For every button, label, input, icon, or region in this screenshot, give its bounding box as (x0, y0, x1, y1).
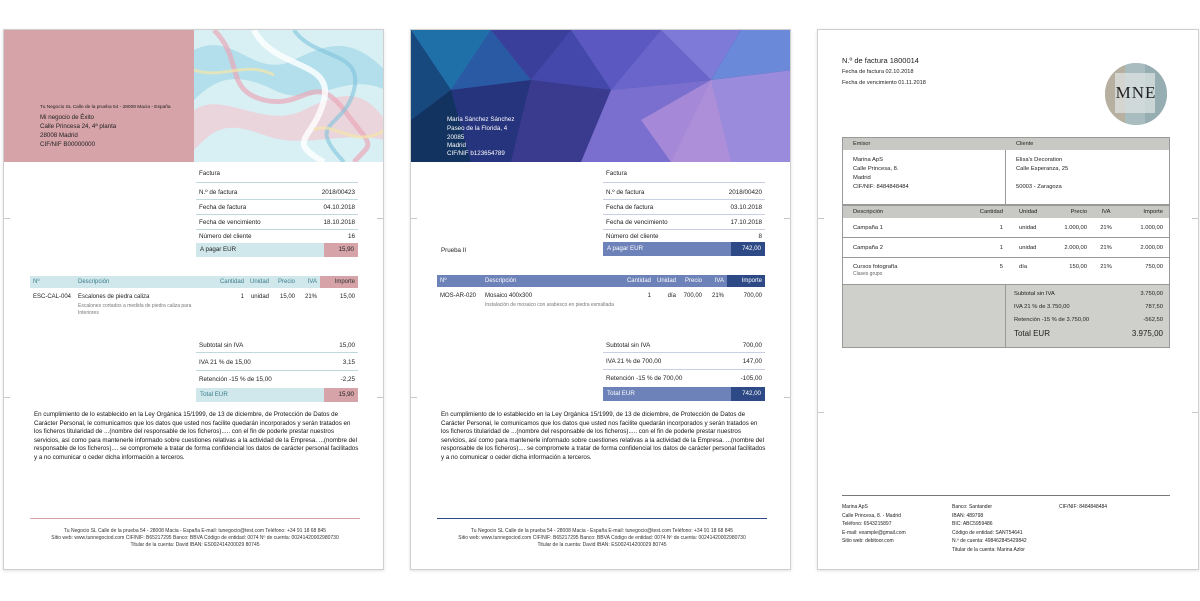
footer-line-1: Tu Negocio SL Calle de la prueba 54 - 28008 Macia - España E-mail: tunegocio@test.com Teléfono: +34 91 18 68 845 (63, 528, 327, 534)
footer-company: Marina ApS Calle Princesa, 8. - Madrid Teléfono: 6543215897 E-mail: example@gmail.com Sitio web: debitoor.com (842, 504, 906, 544)
company-logo (1105, 63, 1167, 125)
totals-row: IVA 21 % de 3.750,00 787,50 (1013, 304, 1163, 310)
totals-row: Retención -15 % de 3.750,00 -562,50 (1013, 317, 1163, 323)
total-bar: Total EUR 742,00 (603, 387, 765, 401)
field-row: Número del cliente 16 (199, 233, 355, 240)
invoice-title: Factura (606, 170, 627, 177)
footer-line-3: Titular de la cuenta: David IBAN: ES002414200029 80745 (130, 542, 260, 548)
invoice-page-2 (410, 29, 791, 570)
total-bar: Total EUR 15,90 (196, 388, 358, 402)
logo-text: MNE (1115, 83, 1157, 102)
table-header: Nº Descripción Cantidad Unidad Precio IVA Importe (437, 275, 765, 287)
footer-bank: Banco: Santander IBAN: 489798 BIC: ABC5959486 Código de entidad: SANT54641 N.º de cuenta: 498462845429842 Titular de la cuenta: Marina Azlor (952, 504, 1027, 553)
field-row: Fecha de factura 03.10.2018 (606, 204, 762, 211)
header-color-block (4, 30, 194, 162)
invoice-number: N.º de factura 1800014 (842, 56, 919, 65)
company-name: Mi negocio de Éxito (40, 114, 94, 121)
table-header: Nº Descripción Cantidad Unidad Precio IVA Importe (30, 276, 358, 288)
field-row: Fecha de factura 04.10.2018 (199, 204, 355, 211)
totals-row: IVA 21 % de 15,00 3,15 (199, 359, 355, 366)
totals-row: Retención -15 % de 15,00 -2,25 (199, 376, 355, 383)
client-street: Paseo de la Florida, 4 (447, 125, 508, 132)
company-cif: CIF/NIF B00000000 (40, 141, 96, 148)
marble-image (194, 30, 384, 162)
items-table (842, 205, 1170, 348)
table-header: Descripción Cantidad Unidad Precio IVA Importe (843, 206, 1169, 218)
table-row: Cursos fotografía Clases grupo 5 día 150,00 21% 750,00 (853, 264, 1163, 277)
invoice-title: Factura (199, 170, 220, 177)
field-row: Número del cliente 8 (606, 233, 762, 240)
client-city: Madrid (447, 142, 466, 149)
table-row: MOS-AR-020 Mosaico 400x300 Instalación de mosaico con arabesco en piedra esmaltada 1 día 700,00 21% 700,00 (440, 293, 762, 308)
parties-box: Emisor Cliente Marina ApS Calle Princesa, 8. Madrid CIF/NIF: 8484848484 Elisa's Decoration Calle Esperanza, 25 50003 - Zaragoza (842, 137, 1170, 205)
invoice-due-date: Fecha de vencimiento 01.11.2018 (842, 80, 926, 86)
legal-text: En cumplimiento de lo establecido en la Ley Orgánica 15/1999, de 13 de diciembre, de Protección de Datos de Carácter Personal, le comunicamos que los datos que usted nos facilite quedarán incorporados y serán tratados en los ficheros titularidad de ...(nombre del responsable de los ficheros)..... con el fin de poderle prestar nuestros servicios, así como para mantenerle informado sobre cuestiones relativas a la actividad de la Empresa. ...(nombre del responsable de los ficheros).... se compromete a tratar de forma confidencial los datos de carácter personal facilitados y a no comunicar o ceder dicha información a terceros. (441, 411, 766, 461)
footer-line-2: Sitio web: www.tunnegociod.com CIF/NIF: B65217295 Banco: BBVA Código de entidad: 0074 Nº de cuenta: 00241420002980730 (51, 535, 339, 541)
totals-row: Subtotal sin IVA 3.750,00 (1013, 291, 1163, 297)
field-row: Fecha de vencimiento 18.10.2018 (199, 219, 355, 226)
amount-due-bar: A pagar EUR 15,90 (196, 243, 358, 257)
client-cif: CIF/NIF b123654789 (447, 150, 505, 157)
items-table (437, 275, 765, 309)
footer-cif: CIF/NIF: 8484848484 (1059, 504, 1108, 510)
field-row: Fecha de vencimiento 17.10.2018 (606, 219, 762, 226)
footer-line-3: Titular de la cuenta: David IBAN: ES002414200029 80745 (537, 542, 667, 548)
company-street: Calle Princesa 24, 4ª planta (40, 123, 117, 130)
polygon-header-image (411, 30, 791, 162)
footer-line-1: Tu Negocio SL Calle de la prueba 54 - 28008 Macia - España E-mail: tunegocio@test.com Teléfono: +34 91 18 68 845 (470, 528, 734, 534)
invoice-page-3 (817, 29, 1199, 570)
total-row: Total EUR 3.975,00 (1013, 329, 1163, 338)
field-row: N.º de factura 2018/00420 (606, 189, 762, 196)
field-row: N.º de factura 2018/00423 (199, 189, 355, 196)
sender-line: Tu Negocio SL Calle de la prueba 54 - 28008 Macia - España (40, 105, 171, 110)
table-row: Campaña 2 1 unidad 2.000,00 21% 2.000,00 (843, 238, 1169, 258)
totals-row: Subtotal sin IVA 700,00 (606, 342, 762, 349)
legal-text: En cumplimiento de lo establecido en la Ley Orgánica 15/1999, de 13 de diciembre, de Protección de Datos de Carácter Personal, le comunicamos que los datos que usted nos facilite quedarán incorporados y serán tratados en los ficheros titularidad de ...(nombre del responsable de los ficheros)..... con el fin de poderle prestar nuestros servicios, así como para mantenerle informado sobre cuestiones relativas a la actividad de la Empresa. ...(nombre del responsable de los ficheros).... se compromete a tratar de forma confidencial los datos de carácter personal facilitados y a no comunicar o ceder dicha información a terceros. (34, 411, 359, 461)
footer-line-2: Sitio web: www.tunnegociod.com CIF/NIF: B65217295 Banco: BBVA Código de entidad: 0074 Nº de cuenta: 00241420002980730 (458, 535, 746, 541)
invoice-page-1 (3, 29, 384, 570)
invoice-date: Fecha de factura 02.10.2018 (842, 69, 914, 75)
totals-block (843, 284, 1169, 347)
project-name: Prueba II (441, 247, 467, 254)
table-row: Campaña 1 1 unidad 1.000,00 21% 1.000,00 (843, 218, 1169, 238)
company-city: 28008 Madrid (40, 132, 78, 139)
items-table (30, 276, 358, 316)
totals-row: Subtotal sin IVA 15,00 (199, 342, 355, 349)
amount-due-bar: A pagar EUR 742,00 (603, 242, 765, 256)
totals-row: Retención -15 % de 700,00 -105,00 (606, 375, 762, 382)
client-name: María Sánchez Sánchez (447, 116, 515, 123)
client-zip: 20085 (447, 134, 465, 141)
totals-row: IVA 21 % de 700,00 147,00 (606, 358, 762, 365)
table-row: ESC-CAL-004 Escalones de piedra caliza Escalones cortados a medida de piedra caliza para Interiores 1 unidad 15,00 21% 15,00 (33, 294, 355, 316)
